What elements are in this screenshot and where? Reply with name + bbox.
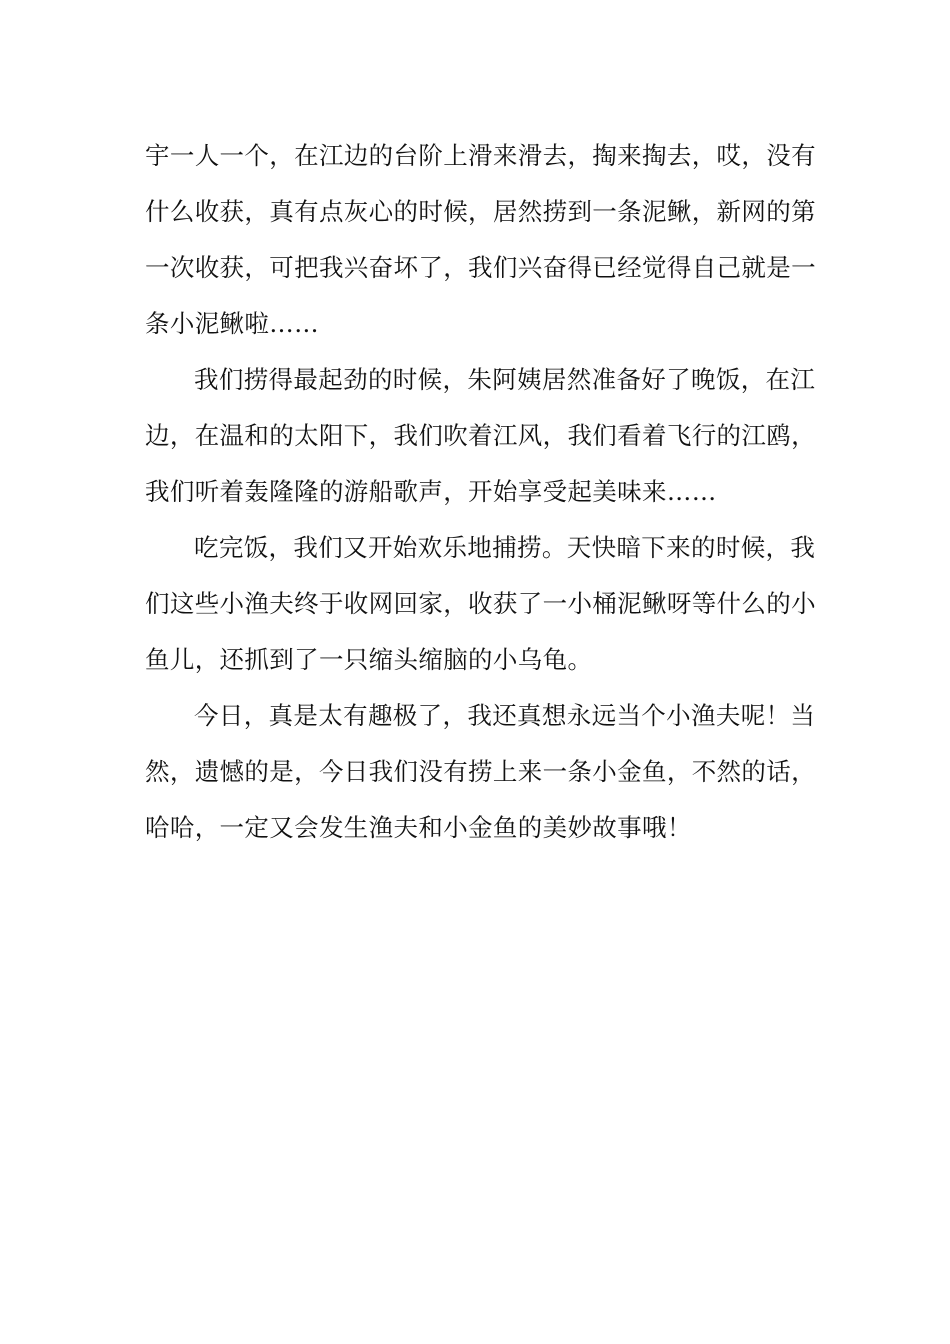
text-line: 宇一人一个，在江边的台阶上滑来滑去，掏来掏去，哎，没有 (145, 141, 816, 170)
text-line: 什么收获，真有点灰心的时候，居然捞到一条泥鳅，新网的第 (145, 197, 816, 226)
paragraph-first-line: 吃完饭，我们又开始欢乐地捕捞。天快暗下来的时候，我 (194, 533, 816, 562)
paragraph-first-line: 今日，真是太有趣极了，我还真想永远当个小渔夫呢！当 (194, 701, 816, 730)
text-line: 然，遗憾的是，今日我们没有捞上来一条小金鱼，不然的话， (145, 757, 816, 786)
text-line: 鱼儿，还抓到了一只缩头缩脑的小乌龟。 (145, 645, 593, 674)
paragraph-first-line: 我们捞得最起劲的时候，朱阿姨居然准备好了晚饭，在江 (194, 365, 816, 394)
text-line: 边，在温和的太阳下，我们吹着江风，我们看着飞行的江鸥， (145, 421, 816, 450)
text-line: 们这些小渔夫终于收网回家，收获了一小桶泥鳅呀等什么的小 (145, 589, 816, 618)
text-line: 哈哈，一定又会发生渔夫和小金鱼的美妙故事哦！ (145, 813, 692, 842)
document-body (145, 128, 816, 856)
text-line: 我们听着轰隆隆的游船歌声，开始享受起美味来…… (145, 477, 717, 506)
text-line: 条小泥鳅啦…… (145, 309, 319, 338)
text-line: 一次收获，可把我兴奋坏了，我们兴奋得已经觉得自己就是一 (145, 253, 816, 282)
